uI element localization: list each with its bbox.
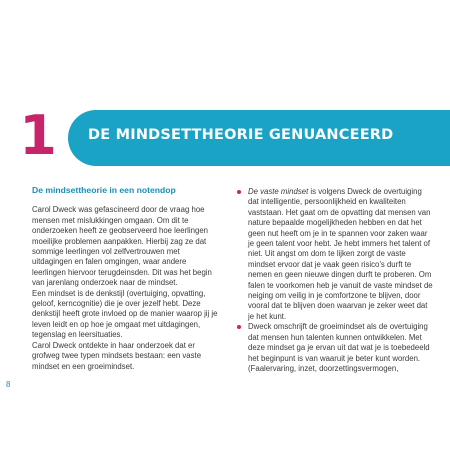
bullet-text: is volgens Dweck de overtuiging dat intelligentie, persoonlijkheid en kwaliteiten vaststaan. Het gaat om de opvatting dat mensen van nature bepaalde mogelijkheden hebben en dat het geen nut heeft om je in te spannen voor zaken waar je geen talent voor hebt. Je hebt immers het talent of niet. Uit angst om dom te lijken zorgt de vaste mindset ervoor dat je vaak geen risico’s durft te nemen en geen nieuwe dingen durft te proberen. Om falen te voorkomen heb je vanuit de vaste mindset de neiging om veilig in je comfortzone te blijven, door vooral dat te blijven doen waarvan je zeker weet dat je het kunt. (248, 187, 433, 321)
page-number: 8 (6, 380, 11, 389)
paragraph: Een mindset is de denkstijl (overtuiging, opvatting, geloof, kerncognitie) die je over jezelf hebt. Deze denkstijl heeft grote invloed op de manier waarop jij je leven leidt en op hoe je omgaat met uitdagingen, tegenslag en leersituaties. (32, 288, 218, 340)
bullet-dot-icon (237, 190, 241, 194)
bullet-dot-icon (237, 325, 241, 329)
bullet-text: Dweck omschrijft de groeimindset als de overtuiging dat mensen hun talenten kunnen ontwikkelen. Met deze mindset ga je ervan uit dat wat je is toebedeeld het beginpunt is van waaruit je beter kunt worden. (Faalervaring, inzet, doorzettingsvermogen, (248, 322, 430, 373)
chapter-title: DE MINDSETTHEORIE GENUANCEERD (88, 127, 394, 143)
right-column (237, 187, 433, 374)
left-column (32, 185, 218, 372)
chapter-number: 1 (19, 104, 57, 167)
section-heading: De mindsettheorie in een notendop (32, 185, 176, 195)
bullet-item (237, 322, 433, 374)
bullet-item (237, 187, 433, 322)
bullet-term: De vaste mindset (248, 187, 309, 196)
paragraph: Carol Dweck ontdekte in haar onderzoek dat er grofweg twee typen mindsets bestaan: een vaste mindset en een groeimindset. (32, 340, 202, 371)
paragraph: Carol Dweck was gefascineerd door de vraag hoe mensen met mislukkingen omgaan. Om dit te onderzoeken heeft ze geobserveerd hoe leerlingen moeilijke problemen aanpakken. Hierbij zag ze dat sommige leerlingen vol zelfvertrouwen met uitdagingen en falen omgingen, waar andere leerlingen hiervoor terugdeinsden. Dit was het begin van jarenlang onderzoek naar de mindset. (32, 205, 212, 288)
chapter-title-band (68, 110, 450, 166)
